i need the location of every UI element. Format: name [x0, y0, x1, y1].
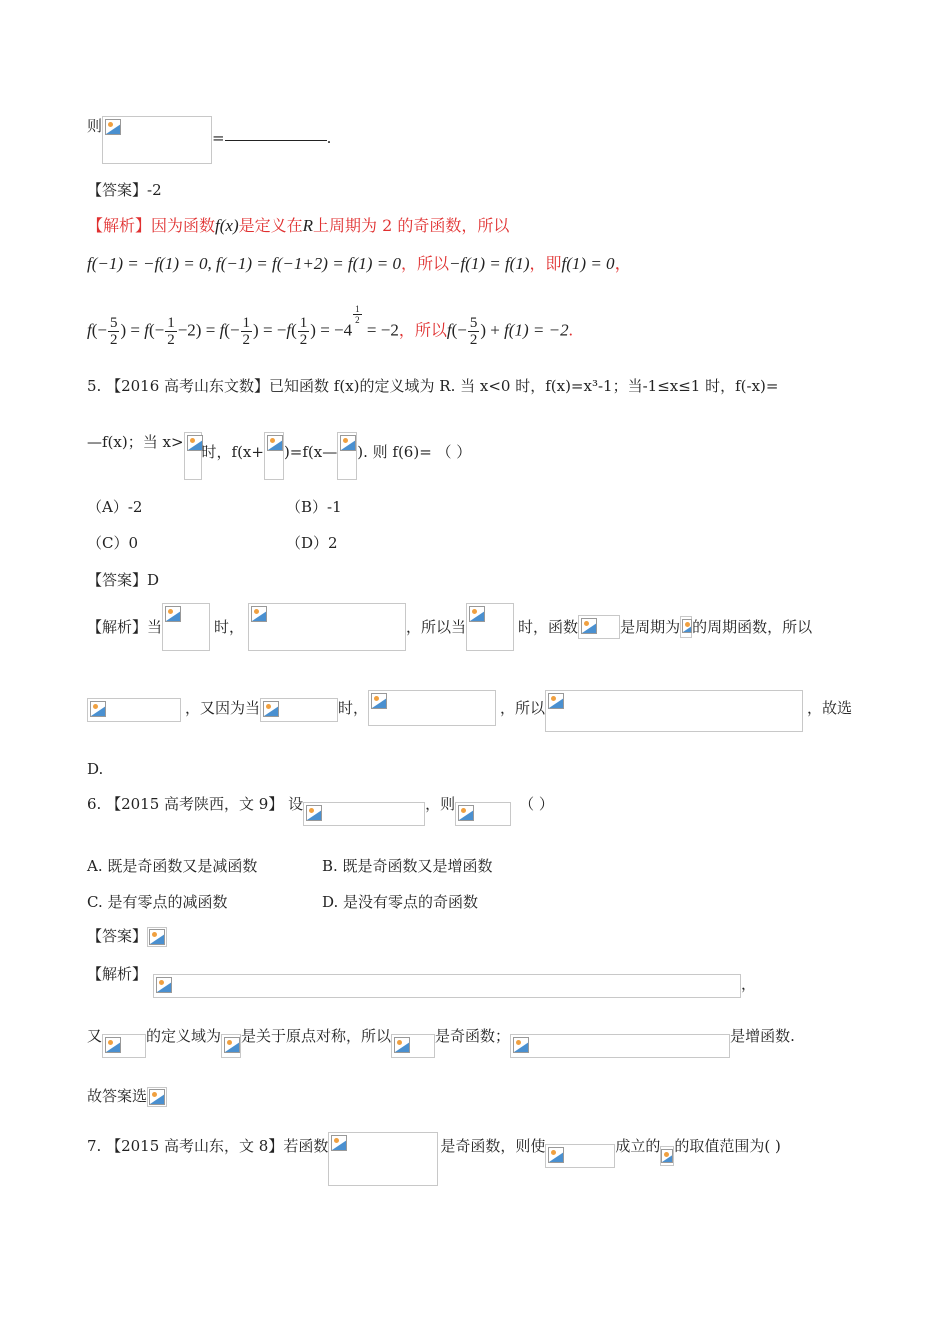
broken-image-icon [660, 1146, 674, 1166]
broken-image-icon [578, 615, 620, 639]
text: 成立的 [615, 1137, 661, 1155]
broken-image-icon [680, 616, 692, 638]
q6-final [87, 1086, 167, 1107]
text: 【解析】当 [87, 618, 163, 636]
broken-image-icon [260, 698, 338, 722]
broken-image-icon [545, 690, 803, 732]
broken-image-icon [337, 432, 357, 480]
broken-image-icon [102, 1034, 146, 1058]
text: ， [614, 254, 632, 273]
broken-image-icon [221, 1034, 241, 1058]
text: ，故选 [807, 699, 853, 717]
text: 是周期为 [620, 618, 681, 636]
text: 的定义域为 [146, 1027, 222, 1045]
text: ，又因为当 [185, 699, 261, 717]
text: 是关于原点对称，所以 [241, 1027, 392, 1045]
math: R [302, 216, 314, 235]
q5-option-c: （C）0 [87, 534, 139, 552]
text: 的周期函数，所以 [692, 618, 813, 636]
q6-option-c: C. 是有零点的减函数 [87, 893, 228, 911]
solution-prev-line3: f(− $\frac{5}{2}$ ) = f(− $\frac{1}{2}$ −2) = f(− $\frac{1}{2}$ ) = −f( $\frac{1}{2}$ ) = −4 $^{\frac{1}{2}}$ = −2，所以f(− $\frac{5}{2}$ ) + f(1) = −2. [87, 304, 573, 349]
text: 上周期为 2 的奇函数，所以 [313, 216, 510, 235]
text: 是奇函数； [435, 1027, 511, 1045]
math: f(x) [215, 216, 239, 235]
text: ，所以 [400, 254, 449, 273]
text: 是定义在 [238, 216, 303, 235]
text: 因为函数 [151, 216, 216, 235]
broken-image-icon [466, 603, 514, 651]
broken-image-icon [545, 1144, 615, 1168]
text: 的取值范围为( ) [674, 1137, 781, 1155]
math: f(−1) = −f(1) = 0, f(−1) = f(−1+2) = f(1) = 0 [87, 254, 401, 273]
broken-image-icon [391, 1034, 435, 1058]
text: 时，f(x+ [201, 443, 264, 461]
text: = [212, 129, 225, 147]
text: 则 [87, 117, 103, 135]
math: −f(1) = f(1) [448, 254, 530, 273]
solution-prev-line1 [87, 216, 509, 236]
text: ，所以当 [406, 618, 467, 636]
q5-answer: 【答案】D [87, 571, 160, 589]
text: 6. 【2015 高考陕西，文 9】 设 [87, 795, 304, 813]
text: （ ） [519, 795, 554, 813]
text: . [326, 129, 332, 147]
math: f(1) = 0 [561, 254, 615, 273]
text: . [568, 320, 573, 340]
text: ，所以 [398, 320, 447, 340]
broken-image-icon [162, 603, 210, 651]
answer-blank [225, 126, 327, 141]
text: ，所以 [500, 699, 546, 717]
broken-image-icon [455, 802, 511, 826]
broken-image-icon [264, 432, 284, 480]
broken-image-icon [184, 432, 202, 480]
text: 时，函数 [518, 618, 579, 636]
text: 时， [338, 699, 369, 717]
text: 是奇函数，则使 [440, 1137, 546, 1155]
q5-option-a: （A）-2 [87, 498, 143, 516]
q6-solution-line2 [87, 1026, 795, 1058]
broken-image-icon [87, 698, 181, 722]
top-line [87, 116, 331, 164]
text: ， [741, 975, 757, 993]
q5-solution-line2 [87, 690, 852, 732]
q6-option-b: B. 既是奇函数又是增函数 [322, 857, 493, 875]
text: )=f(x— [283, 443, 338, 461]
answer-prev: 【答案】-2 [87, 181, 162, 199]
text: 时， [214, 618, 245, 636]
q6-stem [87, 794, 554, 826]
broken-image-icon [102, 116, 212, 164]
text: —f(x)；当 x> [87, 433, 184, 451]
q5-stem-line1: 5. 【2016 高考山东文数】已知函数 f(x)的定义域为 R. 当 x<0 时，f(x)=x³-1；当-1≤x≤1 时，f(-x)= [87, 377, 779, 395]
solution-prev-line2 [87, 254, 632, 274]
q6-answer [87, 926, 167, 947]
q7-stem [87, 1136, 781, 1186]
text: 7. 【2015 高考山东，文 8】若函数 [87, 1137, 329, 1155]
broken-image-icon [147, 927, 167, 947]
broken-image-icon [303, 802, 425, 826]
q5-solution-line1 [87, 603, 812, 651]
q6-solution-line1 [87, 964, 756, 1004]
text: ，即 [529, 254, 562, 273]
q6-option-a: A. 既是奇函数又是减函数 [87, 857, 258, 875]
q5-stem-line2 [87, 432, 471, 480]
text: 又 [87, 1027, 103, 1045]
text: ). 则 f(6)= （ ） [357, 443, 472, 461]
broken-image-icon [328, 1132, 438, 1186]
broken-image-icon [368, 690, 496, 726]
text: 【答案】 [87, 927, 148, 945]
q5-option-d: （D）2 [286, 534, 338, 552]
broken-image-icon [248, 603, 406, 651]
text: 【解析】 [87, 216, 152, 235]
q6-option-d: D. 是没有零点的奇函数 [322, 893, 479, 911]
broken-image-icon [510, 1034, 730, 1058]
broken-image-icon [153, 974, 741, 998]
text: 故答案选 [87, 1087, 148, 1105]
text: 【解析】 [87, 965, 148, 983]
text: 是增函数. [730, 1027, 795, 1045]
q5-solution-line3: D. [87, 760, 104, 778]
broken-image-icon [147, 1087, 167, 1107]
math: f(1) = −2 [504, 320, 569, 340]
text: ，则 [425, 795, 456, 813]
q5-option-b: （B）-1 [286, 498, 342, 516]
